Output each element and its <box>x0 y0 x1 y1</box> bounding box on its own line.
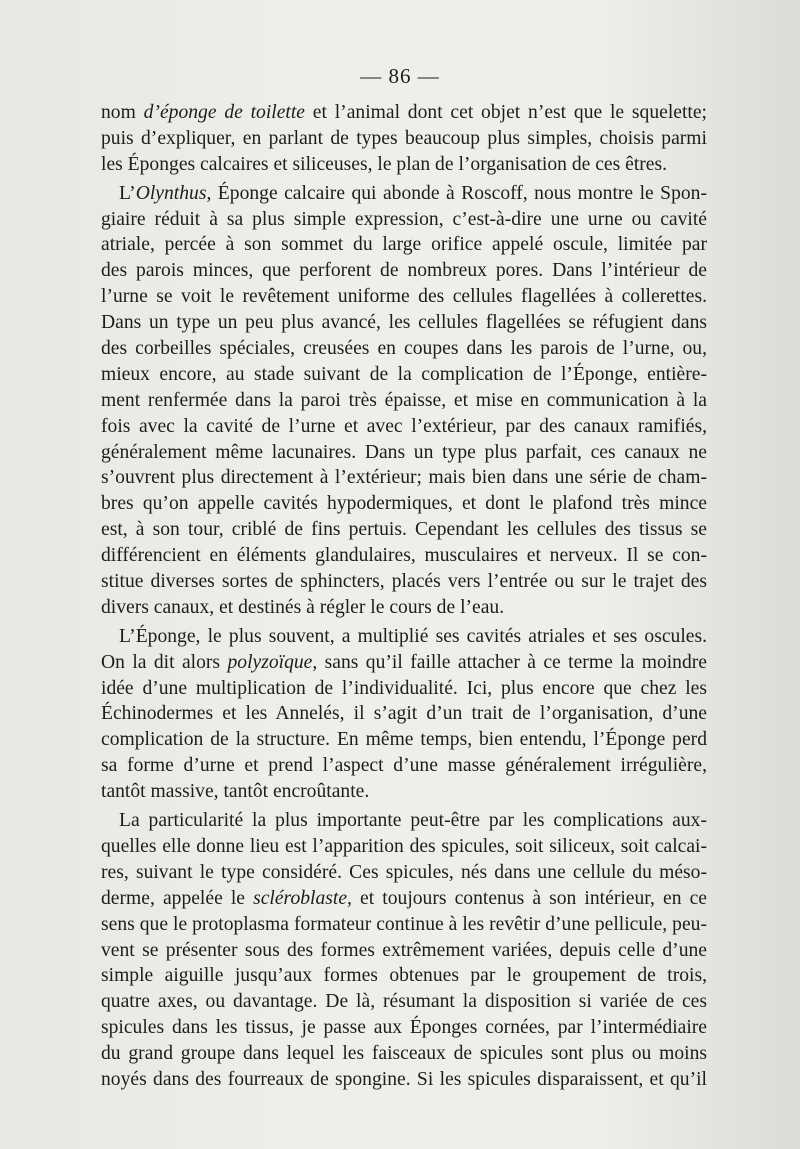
text-line <box>101 701 707 727</box>
text-line <box>101 543 707 569</box>
text-segment: Échinodermes et les Annelés, il s’agit d’un trait de l’organisation, d’une <box>101 703 707 725</box>
text-segment: complication de la structure. En même temps, bien entendu, l’Éponge perd <box>101 729 707 751</box>
text-line <box>101 860 707 886</box>
text-line <box>101 258 707 284</box>
text-line <box>101 181 707 207</box>
text-line <box>101 569 707 595</box>
text-line <box>101 388 707 414</box>
text-line <box>101 676 707 702</box>
text-line <box>101 753 707 779</box>
text-line <box>101 989 707 1015</box>
italic-term: d’éponge de toilette <box>143 102 306 123</box>
text-line <box>101 834 707 860</box>
text-line <box>101 595 707 621</box>
text-line <box>101 207 707 233</box>
italic-term: Olynthus, <box>135 182 212 204</box>
text-segment: Éponge calcaire qui abonde à Roscoff, nous montre le Spon- <box>211 182 707 204</box>
text-segment: L’Éponge, le plus souvent, a multiplié ses cavités atriales et ses oscules. <box>119 625 707 647</box>
text-line <box>101 1041 707 1067</box>
italic-term: scléroblaste, <box>253 887 352 909</box>
text-segment: généralement même lacunaires. Dans un type plus parfait, ces canaux ne <box>101 441 707 463</box>
text-line <box>101 912 707 938</box>
text-line <box>101 808 707 834</box>
text-segment: des parois minces, que perforent de nombreux pores. Dans l’intérieur de <box>101 260 707 282</box>
text-segment: nom <box>101 102 144 123</box>
text-line <box>101 727 707 753</box>
text-line <box>101 414 707 440</box>
text-segment: atriale, percée à son sommet du large orifice appelé oscule, limitée par <box>101 234 707 256</box>
text-segment: La particularité la plus importante peut-être par les complications aux- <box>119 810 707 832</box>
text-segment: divers canaux, et destinés à régler le cours de l’eau. <box>101 596 505 618</box>
text-segment: et toujours contenus à son intérieur, en ce <box>351 887 707 909</box>
text-segment: derme, appelée le <box>101 887 254 909</box>
text-segment: stitue diverses sortes de sphincters, placés vers l’entrée ou sur le trajet des <box>101 571 707 593</box>
text-line <box>101 284 707 310</box>
text-segment: mieux encore, au stade suivant de la complication de l’Éponge, entière- <box>101 363 707 385</box>
text-segment: L’ <box>119 182 136 204</box>
text-segment: quatre axes, ou davantage. De là, résumant la disposition si variée de ces <box>101 991 707 1013</box>
text-line <box>101 440 707 466</box>
text-segment: ment renfermée dans la paroi très épaisse, et mise en communication à la <box>101 389 707 411</box>
text-segment: quelles elle donne lieu est l’apparition des spicules, soit siliceux, soit calcai- <box>101 835 707 857</box>
text-line <box>101 938 707 964</box>
text-segment: simple aiguille jusqu’aux formes obtenues par le groupement de trois, <box>101 965 707 987</box>
body-text <box>101 100 707 1093</box>
text-segment: sans qu’il faille attacher à ce terme la moindre <box>317 651 707 673</box>
text-line <box>101 336 707 362</box>
page-number: — 86 — <box>360 64 440 88</box>
text-line <box>101 886 707 912</box>
text-segment: giaire réduit à sa plus simple expression, c’est-à-dire une urne ou cavité <box>101 208 707 230</box>
text-segment: res, suivant le type considéré. Ces spicules, nés dans une cellule du méso- <box>101 861 707 883</box>
text-line <box>101 362 707 388</box>
text-line <box>101 624 707 650</box>
text-line <box>101 100 707 126</box>
text-segment: sens que le protoplasma formateur continue à les revêtir d’une pellicule, peu- <box>101 913 707 935</box>
text-segment: l’urne se voit le revêtement uniforme des cellules flagellées à collerettes. <box>101 286 707 308</box>
text-segment: tantôt massive, tantôt encroûtante. <box>101 781 370 803</box>
text-segment: idée d’une multiplication de l’individualité. Ici, plus encore que chez les <box>101 677 707 699</box>
text-line <box>101 310 707 336</box>
text-segment: Dans un type un peu plus avancé, les cellules flagellées se réfugient dans <box>101 312 707 334</box>
text-line <box>101 1015 707 1041</box>
text-segment: est, à son tour, criblé de fins pertuis. Cependant les cellules des tissus se <box>101 519 707 541</box>
text-line <box>101 465 707 491</box>
text-segment: bres qu’on appelle cavités hypodermiques, et dont le plafond très mince <box>101 493 707 515</box>
text-segment: fois avec la cavité de l’urne et avec l’extérieur, par des canaux ramifiés, <box>101 415 707 437</box>
italic-term: polyzoïque, <box>227 651 318 673</box>
text-line <box>101 491 707 517</box>
text-line <box>101 232 707 258</box>
text-line <box>101 517 707 543</box>
text-segment: s’ouvrent plus directement à l’extérieur; mais bien dans une série de cham- <box>101 467 707 489</box>
text-segment: On la dit alors <box>101 651 228 673</box>
text-line <box>101 963 707 989</box>
text-segment: les Éponges calcaires et siliceuses, le plan de l’organisation de ces êtres. <box>101 153 668 175</box>
text-segment: du grand groupe dans lequel les faisceaux de spicules sont plus ou moins <box>101 1043 707 1065</box>
text-segment: sa forme d’urne et prend l’aspect d’une masse généralement irrégulière, <box>101 755 707 777</box>
text-line <box>101 1067 707 1093</box>
text-line <box>101 779 707 805</box>
text-segment: différencient en éléments glandulaires, musculaires et nerveux. Il se con- <box>101 545 707 567</box>
text-line <box>101 152 707 178</box>
text-line <box>101 126 707 152</box>
text-line <box>101 650 707 676</box>
text-segment: puis d’expliquer, en parlant de types beaucoup plus simples, choisis parmi <box>101 127 707 149</box>
text-segment: et l’animal dont cet objet n’est que le squelette; <box>305 102 707 123</box>
text-segment: vent se présenter sous des formes extrêmement variées, depuis celle d’une <box>101 939 707 961</box>
text-segment: noyés dans des fourreaux de spongine. Si les spicules disparaissent, et qu’il <box>101 1068 707 1090</box>
text-segment: spicules dans les tissus, je passe aux Éponges cornées, par l’intermédiaire <box>101 1017 707 1039</box>
text-segment: des corbeilles spéciales, creusées en coupes dans les parois de l’urne, ou, <box>101 338 707 360</box>
